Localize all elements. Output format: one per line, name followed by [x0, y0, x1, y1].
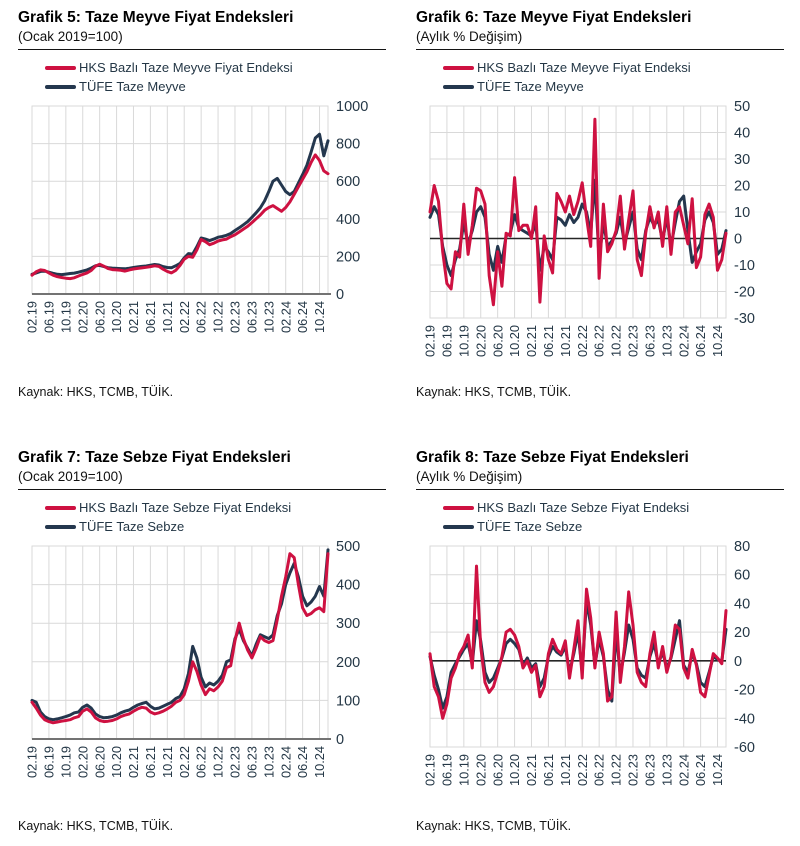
svg-text:02.23: 02.23: [227, 301, 243, 334]
svg-text:06.19: 06.19: [439, 754, 455, 787]
svg-text:60: 60: [734, 567, 751, 584]
hks-line-swatch-icon: [45, 506, 76, 510]
svg-text:40: 40: [734, 596, 751, 613]
svg-text:06.21: 06.21: [143, 746, 158, 779]
svg-text:02.23: 02.23: [625, 754, 641, 787]
legend-label: HKS Bazlı Taze Sebze Fiyat Endeksi: [79, 500, 292, 515]
legend-item-tufe: [443, 517, 784, 536]
chart-area: [18, 541, 386, 805]
source-note: Kaynak: HKS, TCMB, TÜİK.: [416, 384, 572, 399]
source-note: Kaynak: HKS, TCMB, TÜİK.: [416, 818, 572, 833]
svg-text:02.22: 02.22: [574, 325, 590, 358]
svg-text:02.21: 02.21: [524, 325, 540, 358]
title-divider-line: [416, 49, 784, 50]
legend-item-hks: [443, 58, 784, 77]
legend-item-hks: [45, 58, 386, 77]
svg-text:06.19: 06.19: [41, 301, 57, 334]
svg-text:06.20: 06.20: [92, 746, 108, 779]
hks-line-swatch-icon: [45, 66, 76, 70]
svg-text:10.24: 10.24: [710, 325, 726, 358]
svg-text:200: 200: [336, 654, 361, 671]
legend-label: HKS Bazlı Taze Meyve Fiyat Endeksi: [79, 60, 293, 75]
svg-text:06.20: 06.20: [490, 325, 506, 358]
svg-text:50: 50: [734, 101, 751, 115]
svg-text:10.24: 10.24: [312, 301, 328, 334]
svg-text:02.22: 02.22: [574, 754, 590, 787]
chart-title: Grafik 5: Taze Meyve Fiyat Endeksleri: [18, 9, 294, 26]
svg-text:06.19: 06.19: [439, 325, 455, 358]
svg-text:06.19: 06.19: [41, 746, 57, 779]
svg-text:02.24: 02.24: [278, 746, 294, 779]
svg-text:02.21: 02.21: [126, 301, 142, 334]
legend-label: TÜFE Taze Meyve: [79, 79, 186, 94]
chart-legend: [18, 58, 386, 96]
legend-item-tufe: [443, 77, 784, 96]
svg-text:10.19: 10.19: [456, 754, 472, 787]
tufe-line-swatch-icon: [45, 525, 76, 529]
svg-text:06.23: 06.23: [642, 754, 658, 787]
svg-text:10.21: 10.21: [159, 301, 175, 334]
svg-text:-30: -30: [734, 311, 755, 327]
legend-item-tufe: [45, 517, 386, 536]
svg-text:02.20: 02.20: [75, 301, 91, 334]
svg-text:06.22: 06.22: [193, 301, 209, 334]
svg-text:06.24: 06.24: [693, 754, 709, 787]
svg-text:06.23: 06.23: [244, 746, 260, 779]
svg-text:10.21: 10.21: [159, 746, 175, 779]
fresh-vegetable-index-line-chart: [18, 541, 386, 797]
title-divider-line: [18, 49, 386, 50]
legend-label: TÜFE Taze Sebze: [79, 519, 185, 534]
svg-text:10: 10: [734, 205, 751, 221]
svg-text:200: 200: [336, 249, 361, 266]
svg-text:02.21: 02.21: [126, 746, 142, 779]
svg-text:10.20: 10.20: [507, 325, 523, 358]
svg-text:-40: -40: [734, 711, 755, 728]
svg-text:02.23: 02.23: [625, 325, 641, 358]
source-note: Kaynak: HKS, TCMB, TÜİK.: [18, 818, 174, 833]
svg-text:500: 500: [336, 541, 361, 555]
svg-text:02.20: 02.20: [75, 746, 91, 779]
svg-text:02.24: 02.24: [278, 301, 294, 334]
chart-subtitle: (Ocak 2019=100): [18, 29, 123, 44]
svg-text:-10: -10: [734, 258, 755, 274]
svg-text:20: 20: [734, 625, 751, 642]
chart-legend: [18, 498, 386, 536]
svg-text:-60: -60: [734, 740, 755, 756]
title-divider-line: [416, 489, 784, 490]
chart-block-grafik5: [18, 8, 386, 412]
svg-text:02.19: 02.19: [422, 325, 438, 358]
svg-text:02.22: 02.22: [176, 301, 192, 334]
svg-text:1000: 1000: [336, 101, 369, 115]
svg-text:06.22: 06.22: [193, 746, 209, 779]
chart-subtitle: (Ocak 2019=100): [18, 469, 123, 484]
svg-text:06.24: 06.24: [693, 325, 709, 358]
svg-text:0: 0: [734, 231, 743, 248]
svg-text:-20: -20: [734, 284, 755, 301]
tufe-line-swatch-icon: [443, 525, 474, 529]
svg-text:06.20: 06.20: [490, 754, 506, 787]
legend-item-tufe: [45, 77, 386, 96]
svg-text:02.24: 02.24: [676, 754, 692, 787]
svg-text:0: 0: [336, 732, 345, 748]
svg-text:10.24: 10.24: [312, 746, 328, 779]
svg-text:30: 30: [734, 152, 751, 168]
svg-text:10.20: 10.20: [109, 301, 125, 334]
svg-text:02.23: 02.23: [227, 746, 243, 779]
svg-text:02.22: 02.22: [176, 746, 192, 779]
title-divider-line: [18, 489, 386, 490]
svg-text:400: 400: [336, 577, 361, 594]
svg-text:10.22: 10.22: [210, 746, 226, 779]
hks-line-swatch-icon: [443, 66, 474, 70]
chart-area: [18, 101, 386, 371]
svg-text:10.22: 10.22: [608, 754, 624, 787]
svg-text:02.21: 02.21: [524, 754, 540, 787]
svg-text:10.22: 10.22: [608, 325, 624, 358]
chart-title: Grafik 7: Taze Sebze Fiyat Endeksleri: [18, 449, 291, 466]
fresh-vegetable-monthly-change-line-chart: [416, 541, 784, 805]
svg-text:10.22: 10.22: [210, 301, 226, 334]
svg-text:10.19: 10.19: [58, 746, 74, 779]
svg-text:06.21: 06.21: [143, 301, 158, 334]
svg-text:02.20: 02.20: [473, 325, 489, 358]
svg-text:10.23: 10.23: [261, 746, 277, 779]
chart-subtitle: (Aylık % Değişim): [416, 29, 523, 44]
svg-text:02.19: 02.19: [422, 754, 438, 787]
chart-legend: [416, 498, 784, 536]
legend-label: HKS Bazlı Taze Meyve Fiyat Endeksi: [477, 60, 691, 75]
svg-text:06.24: 06.24: [295, 746, 311, 779]
fresh-fruit-index-line-chart: [18, 101, 386, 352]
svg-text:06.21: 06.21: [541, 754, 556, 787]
svg-text:40: 40: [734, 125, 751, 142]
svg-text:06.22: 06.22: [591, 754, 607, 787]
chart-title: Grafik 6: Taze Meyve Fiyat Endeksleri: [416, 9, 692, 26]
svg-text:10.20: 10.20: [109, 746, 125, 779]
source-note: Kaynak: HKS, TCMB, TÜİK.: [18, 384, 174, 399]
svg-text:10.23: 10.23: [659, 754, 675, 787]
svg-text:300: 300: [336, 616, 361, 633]
legend-label: HKS Bazlı Taze Sebze Fiyat Endeksi: [477, 500, 690, 515]
chart-legend: [416, 58, 784, 96]
svg-text:10.19: 10.19: [456, 325, 472, 358]
svg-text:-20: -20: [734, 682, 755, 699]
svg-text:400: 400: [336, 211, 361, 228]
svg-text:10.20: 10.20: [507, 754, 523, 787]
svg-text:02.24: 02.24: [676, 325, 692, 358]
chart-block-grafik8: [416, 448, 784, 846]
chart-area: [416, 541, 784, 805]
legend-item-hks: [45, 498, 386, 517]
chart-block-grafik7: [18, 448, 386, 846]
legend-item-hks: [443, 498, 784, 517]
legend-label: TÜFE Taze Sebze: [477, 519, 583, 534]
svg-text:06.22: 06.22: [591, 325, 607, 358]
legend-label: TÜFE Taze Meyve: [477, 79, 584, 94]
svg-text:06.20: 06.20: [92, 301, 108, 334]
svg-text:06.23: 06.23: [642, 325, 658, 358]
svg-text:10.23: 10.23: [659, 325, 675, 358]
hks-line-swatch-icon: [443, 506, 474, 510]
svg-text:02.19: 02.19: [24, 746, 40, 779]
svg-text:06.23: 06.23: [244, 301, 260, 334]
svg-text:20: 20: [734, 178, 751, 195]
svg-text:800: 800: [336, 136, 361, 153]
svg-text:10.21: 10.21: [557, 754, 573, 787]
svg-text:02.20: 02.20: [473, 754, 489, 787]
tufe-line-swatch-icon: [443, 85, 474, 89]
chart-area: [416, 101, 784, 371]
chart-block-grafik6: [416, 8, 784, 412]
svg-text:0: 0: [734, 653, 743, 670]
tufe-line-swatch-icon: [45, 85, 76, 89]
svg-text:600: 600: [336, 174, 361, 191]
svg-text:10.23: 10.23: [261, 301, 277, 334]
svg-text:10.24: 10.24: [710, 754, 726, 787]
charts-grid: [18, 8, 784, 846]
svg-text:02.19: 02.19: [24, 301, 40, 334]
svg-text:0: 0: [336, 287, 345, 303]
svg-text:06.24: 06.24: [295, 301, 311, 334]
svg-text:06.21: 06.21: [541, 325, 556, 358]
svg-text:10.19: 10.19: [58, 301, 74, 334]
svg-text:10.21: 10.21: [557, 325, 573, 358]
svg-text:100: 100: [336, 693, 361, 710]
chart-subtitle: (Aylık % Değişim): [416, 469, 523, 484]
fresh-fruit-monthly-change-line-chart: [416, 101, 784, 376]
svg-text:80: 80: [734, 541, 751, 555]
chart-title: Grafik 8: Taze Sebze Fiyat Endeksleri: [416, 449, 689, 466]
